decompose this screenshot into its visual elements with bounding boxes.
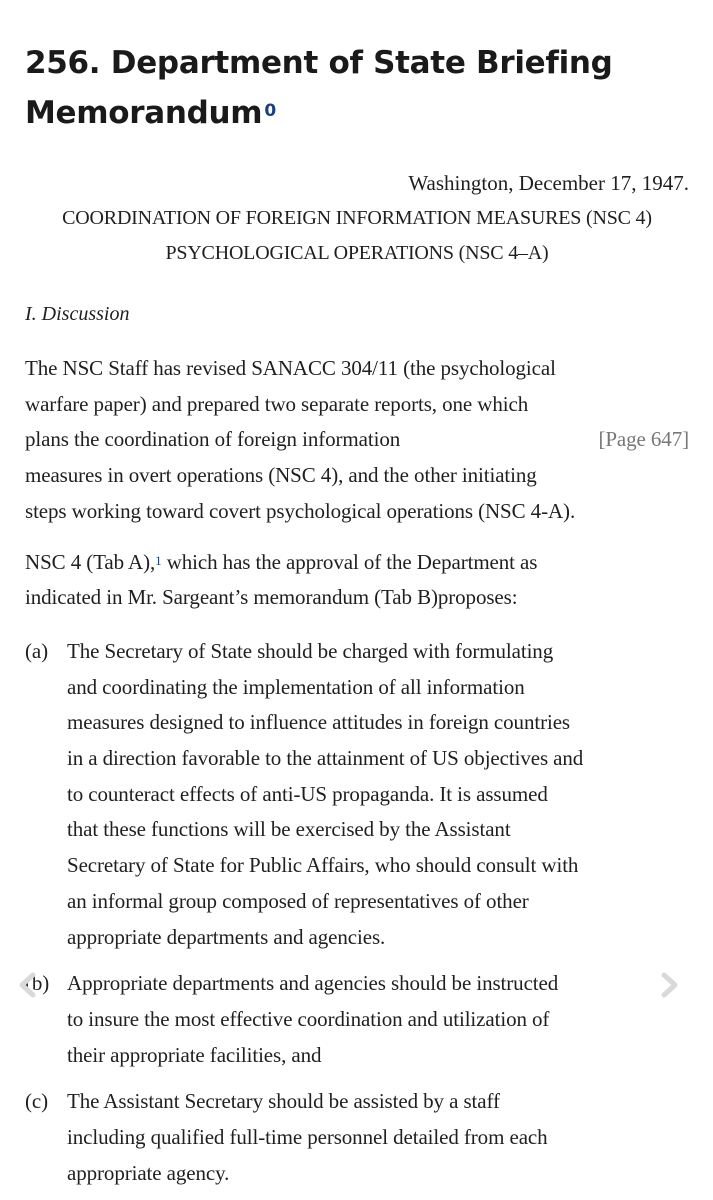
list-line: to insure the most effective coordination and utilization of [67, 1006, 550, 1031]
paragraph-line: The NSC Staff has revised SANACC 304/11 (the psychological [25, 356, 556, 380]
page-reference: [Page 647] [598, 427, 689, 452]
list-line: appropriate agency. [67, 1160, 230, 1185]
list-line: The Secretary of State should be charged with formulating [67, 638, 554, 663]
list-item-c [25, 1084, 689, 1191]
list-line: The Assistant Secretary should be assisted by a staff [67, 1089, 500, 1114]
document-title [25, 38, 689, 138]
subject-line-2: PSYCHOLOGICAL OPERATIONS (NSC 4–A) [165, 242, 549, 264]
paragraph-line: plans the coordination of foreign information [25, 427, 401, 452]
paragraph-line: indicated in Mr. Sargeant’s memorandum (Tab B)proposes: [25, 585, 518, 610]
list-item-label: (b) [25, 971, 50, 996]
paragraph-line: measures in overt operations (NSC 4), and the other initiating [25, 463, 537, 488]
chevron-right-icon[interactable] [657, 970, 683, 1000]
title-line-2: Memorandum [25, 95, 263, 131]
list-line: their appropriate facilities, and [67, 1042, 322, 1067]
paragraph-text: which has the approval of the Department as [161, 549, 538, 574]
list-item-text [67, 1084, 689, 1191]
chevron-left-icon[interactable] [14, 970, 40, 1000]
list-item-label: (c) [25, 1089, 49, 1114]
section-heading: I. Discussion [25, 303, 130, 325]
list-item-b [25, 966, 689, 1073]
list-line: appropriate departments and agencies. [67, 924, 386, 949]
paragraph-text: NSC 4 (Tab A), [25, 549, 156, 574]
list-item-text [67, 634, 689, 955]
paragraph-line: steps working toward covert psychological operations (NSC 4-A). [25, 498, 576, 523]
paragraph-1 [25, 351, 689, 530]
list-line: an informal group composed of representatives of other [67, 888, 529, 913]
list-line: and coordinating the implementation of all information [67, 674, 525, 699]
list-line: to counteract effects of anti-US propaganda. It is assumed [67, 781, 548, 806]
title-footnote-link[interactable]: 0 [264, 101, 276, 121]
paragraph-line-with-page-ref [25, 422, 689, 458]
list-line: measures designed to influence attitudes in foreign countries [67, 710, 570, 735]
footnote-link[interactable]: 1 [155, 552, 162, 568]
paragraph-2 [25, 545, 689, 616]
paragraph-line: warfare paper) and prepared two separate reports, one which [25, 391, 529, 416]
list-item-text [67, 966, 689, 1073]
document-page [25, 38, 689, 1191]
list-item-a [25, 634, 689, 955]
list-line: including qualified full-time personnel detailed from each [67, 1125, 548, 1150]
list-line: Secretary of State for Public Affairs, who should consult with [67, 853, 579, 878]
list-line: that these functions will be exercised by the Assistant [67, 817, 511, 842]
list-line: in a direction favorable to the attainment of US objectives and [67, 746, 584, 771]
title-line-1: 256. Department of State Briefing [25, 45, 613, 81]
list-line: Appropriate departments and agencies should be instructed [67, 971, 559, 996]
dateline: Washington, December 17, 1947. [408, 171, 689, 195]
subject-line-1: COORDINATION OF FOREIGN INFORMATION MEASURES (NSC 4) [62, 207, 652, 229]
list-item-label: (a) [25, 638, 49, 663]
